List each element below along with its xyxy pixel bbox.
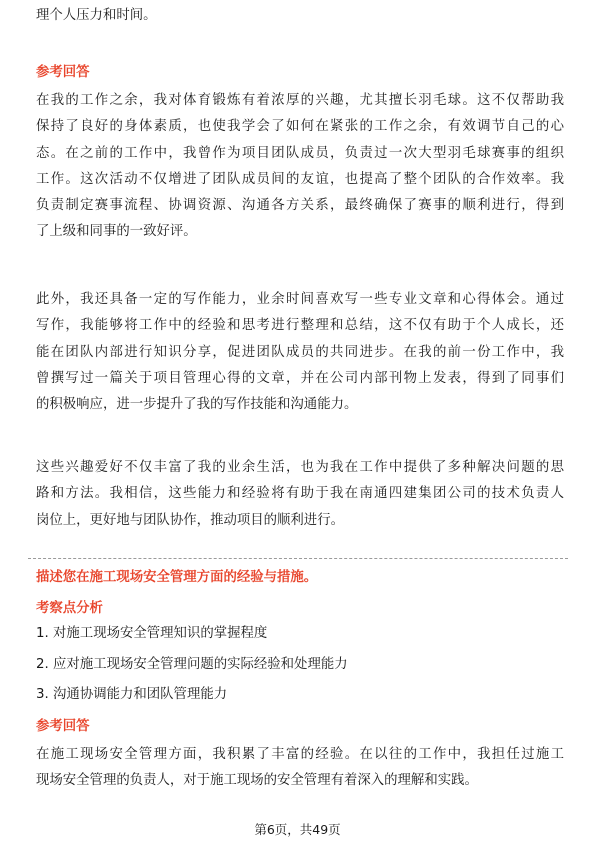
text-line: 写作，我能够将工作中的经验和思考进行整理和总结，这不仅有助于个人成长，还 bbox=[36, 318, 564, 334]
list-item: 2. 应对施工现场安全管理问题的实际经验和处理能力 bbox=[36, 656, 348, 672]
answer-paragraph-1 bbox=[36, 88, 564, 246]
text-line: 曾撰写过一篇关于项目管理心得的文章，并在公司内部刊物上发表，得到了同事们 bbox=[36, 370, 564, 386]
answer-paragraph-2 bbox=[36, 287, 564, 418]
list-item: 3. 沟通协调能力和团队管理能力 bbox=[36, 687, 228, 702]
text-line: 负责制定赛事流程、协调资源、沟通各方关系，最终确保了赛事的顺利进行，得到 bbox=[36, 198, 564, 214]
reference-answer-label: 参考回答 bbox=[36, 65, 90, 80]
text-line: 这些兴趣爱好不仅丰富了我的业余生活，也为我在工作中提供了多种解决问题的思 bbox=[36, 460, 564, 475]
analysis-list bbox=[36, 619, 348, 711]
text-line: 的积极响应，进一步提升了我的写作技能和沟通能力。 bbox=[36, 397, 358, 413]
question-heading: 描述您在施工现场安全管理方面的经验与措施。 bbox=[36, 570, 318, 585]
text-line: 岗位上，更好地与团队协作，推动项目的顺利进行。 bbox=[36, 512, 344, 528]
page-number: 第6页，共49页 bbox=[254, 822, 341, 837]
text-line: 路和方法。我相信，这些能力和经验将有助于我在南通四建集团公司的技术负责人 bbox=[36, 486, 564, 502]
answer-paragraph-4 bbox=[36, 742, 564, 795]
text-line: 保持了良好的身体素质，也使我学会了如何在紧张的工作之余，有效调节自己的心 bbox=[36, 119, 564, 135]
text-line: 在我的工作之余，我对体育锻炼有着浓厚的兴趣，尤其擅长羽毛球。这不仅帮助我 bbox=[36, 93, 564, 108]
section-divider bbox=[28, 558, 568, 559]
reference-answer-label: 参考回答 bbox=[36, 719, 90, 734]
text-line: 现场安全管理的负责人，对于施工现场的安全管理有着深入的理解和实践。 bbox=[36, 773, 478, 789]
continued-text bbox=[36, 3, 564, 29]
text-line: 理个人压力和时间。 bbox=[36, 8, 157, 23]
text-line: 能在团队内部进行知识分享，促进团队成员的共同进步。在我的前一份工作中，我 bbox=[36, 344, 564, 360]
analysis-label: 考察点分析 bbox=[36, 601, 103, 616]
answer-paragraph-3 bbox=[36, 455, 564, 534]
text-line: 在施工现场安全管理方面，我积累了丰富的经验。在以往的工作中，我担任过施工 bbox=[36, 747, 564, 762]
list-item: 1. 对施工现场安全管理知识的掌握程度 bbox=[36, 626, 268, 641]
text-line: 态。在之前的工作中，我曾作为项目团队成员，负责过一次大型羽毛球赛事的组织 bbox=[36, 145, 564, 161]
text-line: 此外，我还具备一定的写作能力，业余时间喜欢写一些专业文章和心得体会。通过 bbox=[36, 292, 564, 307]
text-line: 工作。这次活动不仅增进了团队成员间的友谊，也提高了整个团队的合作效率。我 bbox=[36, 171, 564, 187]
text-line: 了上级和同事的一致好评。 bbox=[36, 224, 197, 240]
